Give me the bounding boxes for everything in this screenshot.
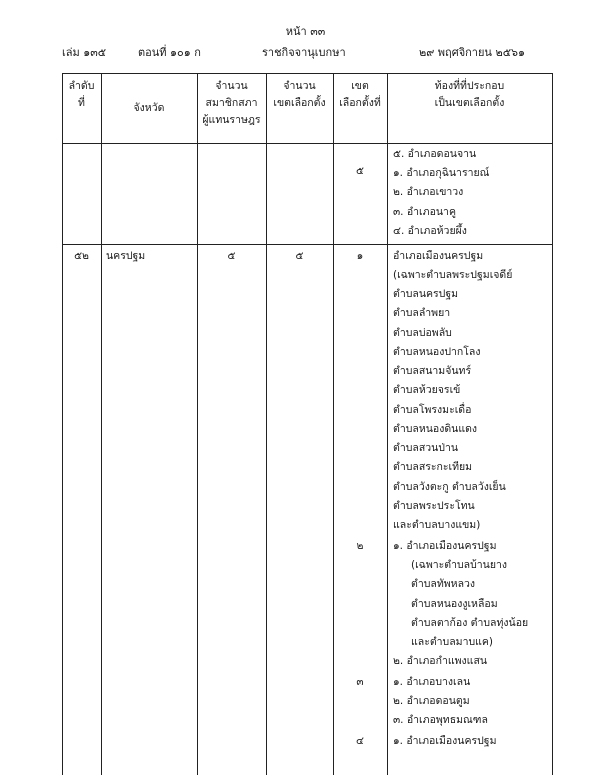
area-line: ๑. อำเภอกุฉินารายณ์: [393, 167, 490, 179]
header-province: จังหวัด: [133, 102, 165, 114]
area-line: ตำบลวังตะกู ตำบลวังเย็น: [393, 481, 506, 493]
row-province: นครปฐม: [106, 250, 146, 262]
area-line: และตำบลบางแขม): [393, 519, 481, 531]
area-line: (เฉพาะตำบลพระปฐมเจดีย์: [393, 269, 513, 281]
volume-label: เล่ม ๑๓๕: [62, 46, 107, 59]
area-line: ตำบลสระกะเทียม: [393, 461, 473, 473]
page-number: หน้า ๓๓: [285, 25, 326, 38]
area-line: ตำบลลำพยา: [393, 307, 451, 319]
area-line: ตำบลหนองดินแดง: [393, 423, 478, 435]
area-line: ๑. อำเภอบางเลน: [393, 676, 471, 688]
issue-label: ตอนที่ ๑๐๑ ก: [138, 46, 201, 59]
header-area: ท้องที่ที่ประกอบ เป็นเขตเลือกตั้ง: [434, 80, 505, 109]
area-line: ๒. อำเภอกำแพงแสน: [393, 655, 488, 667]
district-4-number: ๔: [356, 735, 364, 747]
area-line: ๒. อำเภอเขาวง: [393, 186, 464, 198]
area-line: ตำบลตาก้อง ตำบลทุ่งน้อย: [411, 617, 529, 629]
area-line: ๑. อำเภอเมืองนครปฐม: [393, 540, 497, 552]
area-line: ตำบลทัพหลวง: [411, 578, 476, 590]
row-order: ๕๒: [74, 250, 89, 262]
area-line: ตำบลหนองงูเหลือม: [411, 598, 498, 610]
header-district: เขต เลือกตั้งที่: [339, 80, 381, 109]
row-districts-count: ๕: [295, 250, 304, 262]
header-order: ลำดับ ที่: [68, 80, 95, 109]
area-line: อำเภอเมืองนครปฐม: [393, 250, 484, 262]
publication-name: ราชกิจจานุเบกษา: [262, 46, 346, 59]
district-2-number: ๒: [356, 540, 364, 552]
area-line: ตำบลหนองปากโลง: [393, 346, 481, 358]
area-line: ตำบลสวนป่าน: [393, 442, 459, 454]
area-line: ๔. อำเภอห้วยผึ้ง: [393, 225, 467, 237]
row-members: ๕: [227, 250, 236, 262]
continuation-district-number: ๕: [356, 165, 364, 177]
area-line: ตำบลสนามจันทร์: [393, 365, 472, 377]
area-line: ตำบลบ่อพลับ: [393, 327, 452, 339]
header-members: จำนวน สมาชิกสภา ผู้แทนราษฎร: [202, 80, 261, 126]
area-line: (เฉพาะตำบลบ้านยาง: [411, 559, 508, 571]
area-line: ตำบลห้วยจรเข้: [393, 384, 461, 396]
area-line: ตำบลโพรงมะเดื่อ: [393, 404, 472, 416]
header-districts-count: จำนวน เขตเลือกตั้ง: [273, 80, 326, 109]
area-line: ตำบลนครปฐม: [393, 288, 459, 300]
gazette-header: [62, 43, 552, 59]
district-1-number: ๑: [356, 250, 364, 262]
area-line: ๒. อำเภอดอนตูม: [393, 695, 470, 707]
area-line: ตำบลพระประโทน: [393, 500, 475, 512]
area-line: ๑. อำเภอเมืองนครปฐม: [393, 735, 497, 747]
issue-date: ๒๙ พฤศจิกายน ๒๕๖๑: [419, 46, 525, 59]
area-line: ๓. อำเภอพุทธมณฑล: [393, 714, 488, 726]
area-line: และตำบลมาบแค): [411, 636, 494, 648]
area-line: ๓. อำเภอนาคู: [393, 206, 456, 218]
district-3-number: ๓: [356, 676, 364, 688]
area-line: ๕. อำเภอดอนจาน: [393, 148, 477, 160]
